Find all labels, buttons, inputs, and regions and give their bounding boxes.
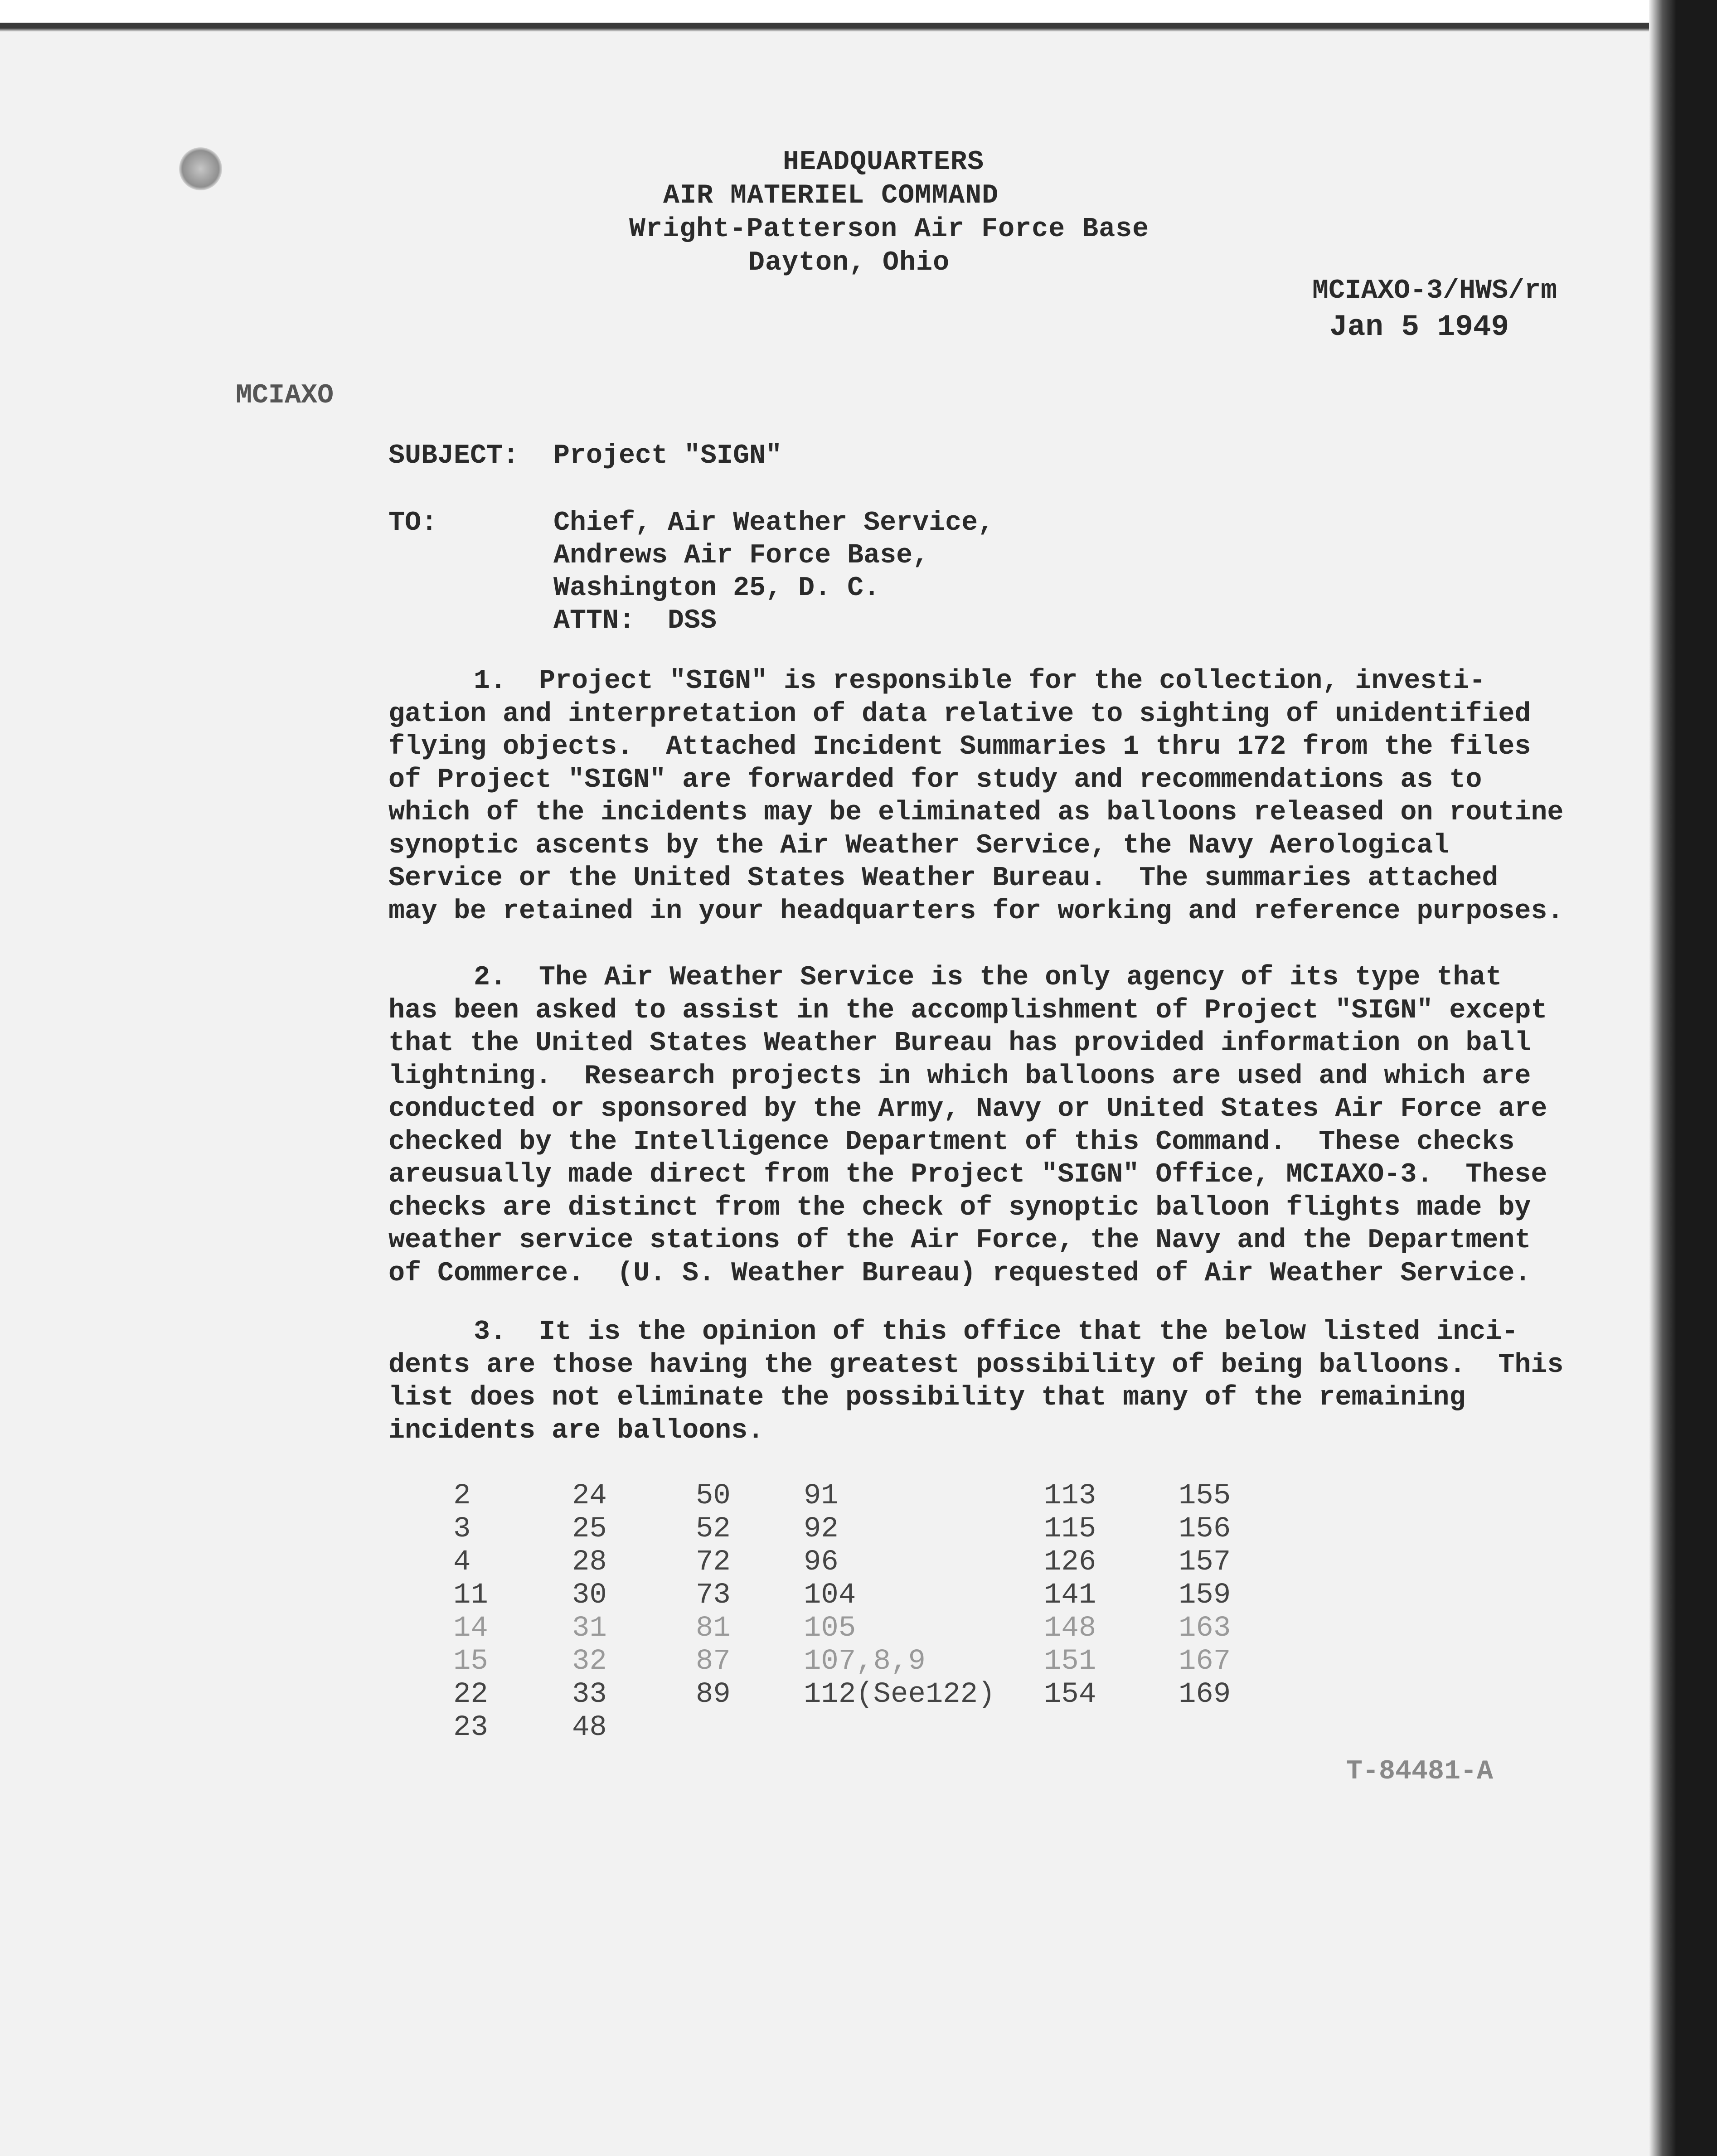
- incident-number: 155: [1179, 1480, 1231, 1512]
- reference-symbol: MCIAXO-3/HWS/rm: [1312, 276, 1557, 306]
- paragraph-line: 2. The Air Weather Service is the only agency of its type that: [474, 962, 1502, 993]
- incident-number: 72: [696, 1546, 731, 1579]
- incident-number: 92: [804, 1513, 839, 1546]
- paragraph-line: dents are those having the greatest possibility of being balloons. This: [388, 1349, 1564, 1381]
- paragraph-line: may be retained in your headquarters for working and reference purposes.: [388, 896, 1564, 927]
- paragraph-line: checked by the Intelligence Department of this Command. These checks: [388, 1126, 1515, 1158]
- incident-number: 32: [572, 1645, 607, 1678]
- paragraph-line: incidents are balloons.: [388, 1415, 764, 1446]
- paragraph-line: flying objects. Attached Incident Summaries 1 thru 172 from the files: [388, 732, 1531, 762]
- incident-number: 3: [453, 1513, 471, 1546]
- paragraph-line: gation and interpretation of data relative to sighting of unidentified: [388, 698, 1531, 730]
- letterhead-line-1: HEADQUARTERS: [783, 147, 985, 178]
- incident-number: 163: [1179, 1612, 1231, 1645]
- file-number: T-84481-A: [1346, 1756, 1494, 1787]
- incident-number: 104: [804, 1579, 856, 1612]
- incident-number: 33: [572, 1678, 607, 1711]
- incident-number: 48: [572, 1711, 607, 1744]
- paragraph-line: has been asked to assist in the accomplishment of Project "SIGN" except: [388, 995, 1547, 1026]
- paragraph-line: 3. It is the opinion of this office that the below listed inci-: [474, 1317, 1518, 1347]
- addressee-line: Washington 25, D. C.: [553, 573, 880, 604]
- letterhead-line-4: Dayton, Ohio: [748, 247, 950, 278]
- incident-number: 113: [1044, 1480, 1096, 1512]
- incident-number: 151: [1044, 1645, 1096, 1678]
- film-edge-right: [1649, 0, 1717, 2156]
- paragraph-line: 1. Project "SIGN" is responsible for the collection, investi-: [474, 666, 1486, 697]
- paragraph-line: Service or the United States Weather Bureau. The summaries attached: [388, 863, 1499, 894]
- addressee-line: Andrews Air Force Base,: [553, 540, 929, 571]
- incident-number: 141: [1044, 1579, 1096, 1612]
- paragraph-line: which of the incidents may be eliminated as balloons released on routine: [388, 797, 1564, 828]
- incident-number: 156: [1179, 1513, 1231, 1546]
- paragraph-line: areusually made direct from the Project "SIGN" Office, MCIAXO-3. These: [388, 1159, 1547, 1190]
- incident-number: 81: [696, 1612, 731, 1645]
- paragraph-line: of Commerce. (U. S. Weather Bureau) requested of Air Weather Service.: [388, 1258, 1531, 1289]
- incident-number: 15: [453, 1645, 488, 1678]
- film-edge-top: [0, 0, 1717, 36]
- incident-number: 91: [804, 1480, 839, 1512]
- incident-number: 126: [1044, 1546, 1096, 1579]
- incident-number: 96: [804, 1546, 839, 1579]
- paragraph-line: list does not eliminate the possibility that many of the remaining: [388, 1382, 1466, 1413]
- addressee-line: ATTN: DSS: [553, 606, 717, 636]
- incident-number: 31: [572, 1612, 607, 1645]
- subject-label: SUBJECT:: [388, 441, 519, 471]
- letterhead-line-3: Wright-Patterson Air Force Base: [629, 214, 1150, 245]
- to-label: TO:: [388, 508, 438, 538]
- letterhead-line-2: AIR MATERIEL COMMAND: [663, 180, 999, 211]
- incident-number: 50: [696, 1480, 731, 1512]
- incident-number: 105: [804, 1612, 856, 1645]
- document-date: Jan 5 1949: [1329, 310, 1509, 344]
- incident-number: 107,8,9: [804, 1645, 926, 1678]
- incident-number: 24: [572, 1480, 607, 1512]
- incident-number: 4: [453, 1546, 471, 1579]
- paragraph-line: synoptic ascents by the Air Weather Service, the Navy Aerological: [388, 830, 1450, 861]
- incident-number: 11: [453, 1579, 488, 1612]
- incident-number: 112(See122): [804, 1678, 995, 1711]
- incident-number: 169: [1179, 1678, 1231, 1711]
- paragraph-line: lightning. Research projects in which balloons are used and which are: [388, 1061, 1531, 1092]
- incident-number: 154: [1044, 1678, 1096, 1711]
- incident-number: 115: [1044, 1513, 1096, 1546]
- incident-number: 148: [1044, 1612, 1096, 1645]
- office-symbol: MCIAXO: [236, 380, 334, 411]
- incident-number: 73: [696, 1579, 731, 1612]
- incident-number: 167: [1179, 1645, 1231, 1678]
- incident-number: 2: [453, 1480, 471, 1512]
- incident-number: 22: [453, 1678, 488, 1711]
- incident-number: 159: [1179, 1579, 1231, 1612]
- subject-value: Project "SIGN": [553, 441, 782, 471]
- incident-number: 52: [696, 1513, 731, 1546]
- paragraph-line: of Project "SIGN" are forwarded for study and recommendations as to: [388, 764, 1482, 795]
- incident-number: 30: [572, 1579, 607, 1612]
- paragraph-line: checks are distinct from the check of synoptic balloon flights made by: [388, 1192, 1531, 1223]
- incident-number: 23: [453, 1711, 488, 1744]
- incident-number: 157: [1179, 1546, 1231, 1579]
- incident-number: 25: [572, 1513, 607, 1546]
- paragraph-line: weather service stations of the Air Force, the Navy and the Department: [388, 1225, 1531, 1256]
- incident-number: 89: [696, 1678, 731, 1711]
- addressee-line: Chief, Air Weather Service,: [553, 508, 994, 538]
- paragraph-line: that the United States Weather Bureau has provided information on ball: [388, 1028, 1531, 1059]
- incident-number: 28: [572, 1546, 607, 1579]
- punch-hole-mark: [179, 147, 222, 190]
- incident-number: 14: [453, 1612, 488, 1645]
- incident-number: 87: [696, 1645, 731, 1678]
- paragraph-line: conducted or sponsored by the Army, Navy or United States Air Force are: [388, 1094, 1547, 1124]
